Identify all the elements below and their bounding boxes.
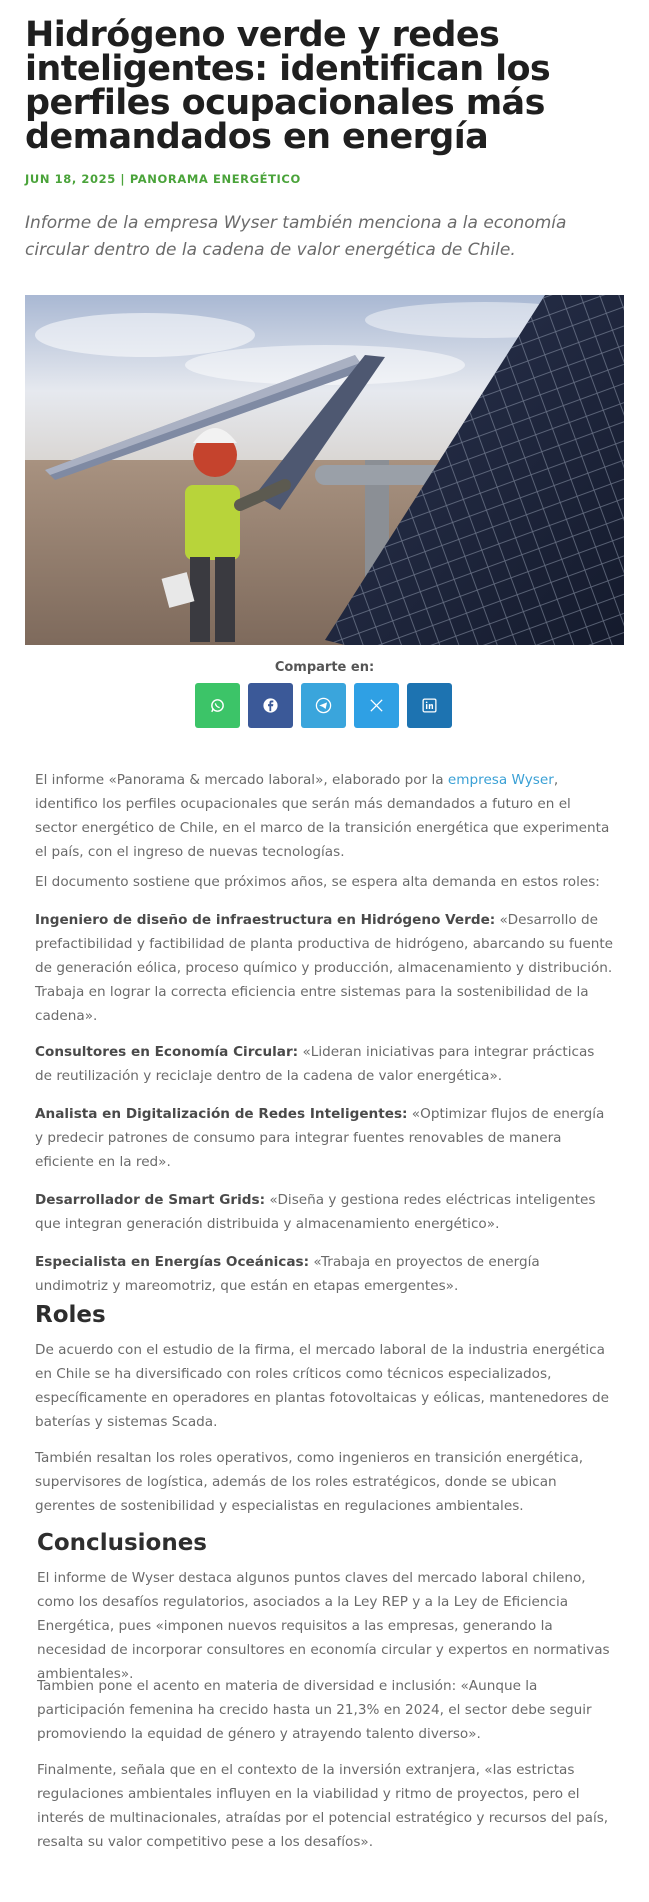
role-item: [35, 1188, 615, 1236]
x-icon: [368, 697, 385, 714]
share-buttons: [195, 683, 452, 728]
whatsapp-icon: [209, 697, 226, 714]
role-text: «Optimizar flujos de energía y predecir patrones de consumo para integrar fuentes renovables de manera eficiente en la red».: [35, 1106, 605, 1170]
intro-text-before: El informe «Panorama & mercado laboral», elaborado por la: [35, 772, 448, 788]
paragraph-conclusiones-2: Tambien pone el acento en materia de diversidad e inclusión: «Aunque la participación femenina ha crecido hasta un 21,3% en 2024, el sector debe seguir promoviendo la equidad de género y atrayendo talento diverso».: [37, 1678, 592, 1742]
telegram-share-button[interactable]: [301, 683, 346, 728]
article-subtitle: Informe de la empresa Wyser también menciona a la economía circular dentro de la cadena de valor energética de Chile.: [25, 213, 567, 260]
role-title: Consultores en Economía Circular:: [35, 1044, 299, 1060]
role-text: «Lideran iniciativas para integrar prácticas de reutilización y reciclaje dentro de la cadena de valor energética».: [35, 1044, 595, 1084]
whatsapp-share-button[interactable]: [195, 683, 240, 728]
linkedin-share-button[interactable]: [407, 683, 452, 728]
role-text: «Trabaja en proyectos de energía undimotriz y mareomotriz, que están en etapas emergentes».: [35, 1254, 540, 1294]
role-title: Ingeniero de diseño de infraestructura en Hidrógeno Verde:: [35, 912, 496, 928]
x-share-button[interactable]: [354, 683, 399, 728]
linkedin-icon: [421, 697, 438, 714]
role-item: [35, 1250, 615, 1298]
facebook-share-button[interactable]: [248, 683, 293, 728]
paragraph-conclusiones-1: El informe de Wyser destaca algunos puntos claves del mercado laboral chileno, como los desafíos regulatorios, asociados a la Ley REP y a la Ley de Eficiencia Energética, pues «imponen nuevos requisitos a las empresas, generando la necesidad de incorporar consultores en economía circular y expertos en normativas ambientales».: [37, 1570, 610, 1682]
article-title: Hidrógeno verde y redes inteligentes: identifican los perfiles ocupacionales más demandados en energía: [25, 15, 551, 157]
solar-panels-illustration: [25, 295, 624, 645]
paragraph-conclusiones-3: Finalmente, señala que en el contexto de la inversión extranjera, «las estrictas regulaciones ambientales influyen en la viabilidad y ritmo de proyectos, pero el interés de multinacionales, atraídas por el potencial estratégico y recursos del país, resalta su valor competitivo pese a los desafíos».: [37, 1762, 609, 1850]
article-meta[interactable]: JUN 18, 2025 | PANORAMA ENERGÉTICO: [25, 172, 301, 186]
role-text: «Desarrollo de prefactibilidad y factibilidad de planta productiva de hidrógeno, abarcando su fuente de generación eólica, proceso químico y producción, almacenamiento y distribución. Trabaja en lograr la correcta eficiencia entre sistemas para la sostenibilidad de la cadena».: [35, 912, 614, 1024]
hero-image-solar-worker: [25, 295, 624, 645]
role-title: Desarrollador de Smart Grids:: [35, 1192, 266, 1208]
role-title: Especialista en Energías Oceánicas:: [35, 1254, 310, 1270]
paragraph-intro: [35, 768, 615, 864]
role-item: [35, 908, 615, 1028]
facebook-icon: [262, 697, 279, 714]
role-text: «Diseña y gestiona redes eléctricas inteligentes que integran generación distribuida y almacenamiento energético».: [35, 1192, 596, 1232]
intro-text-after: , identifico los perfiles ocupacionales que serán más demandados a futuro en el sector energético de Chile, en el marco de la transición energética que experimenta el país, con el ingreso de nuevas tecnologías.: [35, 772, 610, 860]
paragraph-roles-1: De acuerdo con el estudio de la firma, el mercado laboral de la industria energética en Chile se ha diversificado con roles críticos como técnicos especializados, específicamente en operadores en plantas fotovoltaicas y eólicas, mantenedores de baterías y sistemas Scada.: [35, 1342, 610, 1430]
role-title: Analista en Digitalización de Redes Inteligentes:: [35, 1106, 408, 1122]
heading-roles: Roles: [35, 1302, 106, 1328]
paragraph-roles-2: También resaltan los roles operativos, como ingenieros en transición energética, supervisores de logística, además de los roles estratégicos, donde se ubican gerentes de sostenibilidad y especialistas en regulaciones ambientales.: [35, 1450, 584, 1514]
share-label: Comparte en:: [274, 660, 375, 675]
wyser-link[interactable]: empresa Wyser: [447, 772, 554, 788]
role-item: [35, 1040, 615, 1088]
telegram-icon: [315, 697, 332, 714]
role-item: [35, 1102, 615, 1174]
paragraph-demand: El documento sostiene que próximos años, se espera alta demanda en estos roles:: [35, 874, 600, 890]
heading-conclusiones: Conclusiones: [37, 1530, 207, 1556]
